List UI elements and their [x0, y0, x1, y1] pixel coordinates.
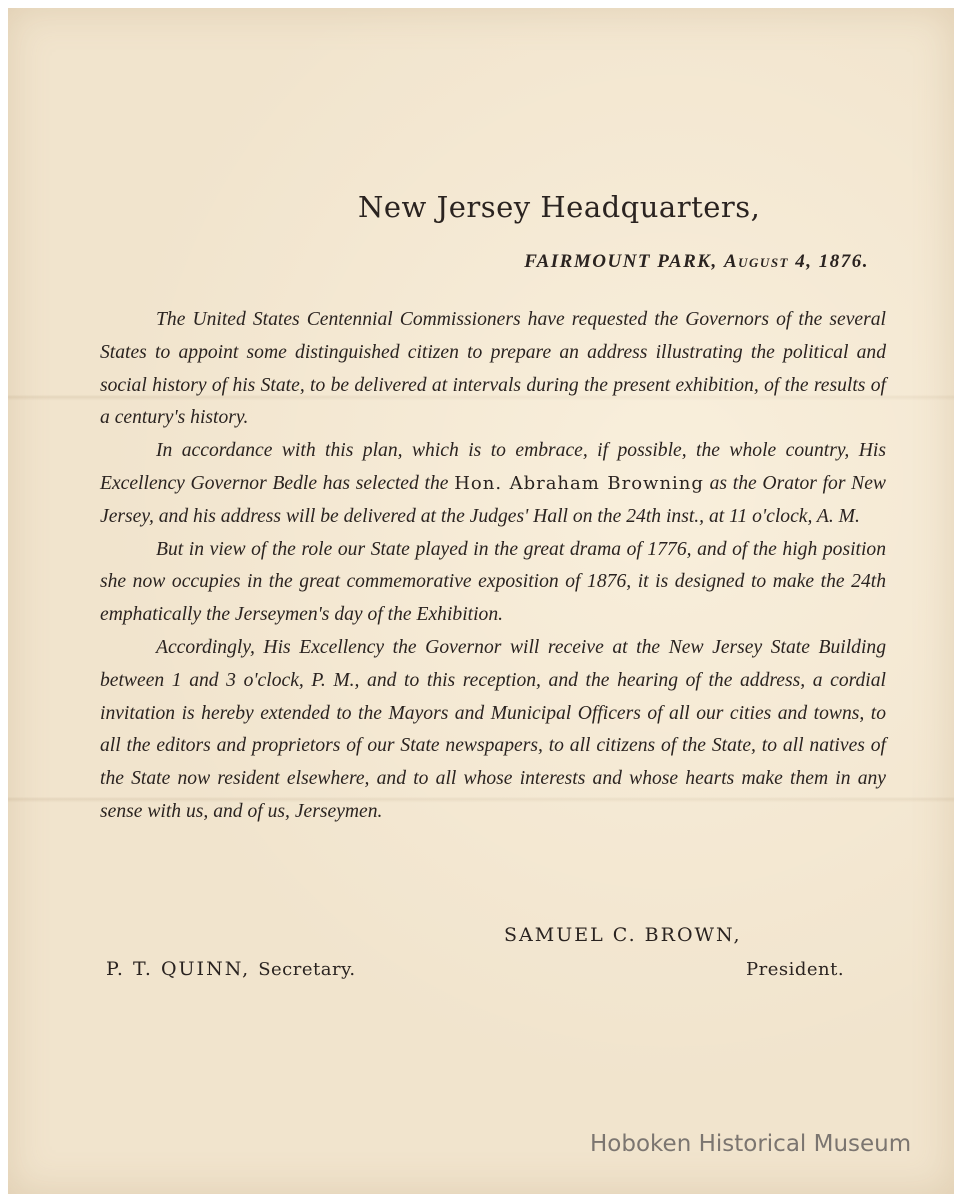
- paragraph-3: But in view of the role our State played in the great drama of 1776, and of the high position she now occupies in the great commemorative exposition of 1876, it is designed to make the 24th emphatically the Jerseymen's day of the Exhibition.: [100, 538, 886, 626]
- dateline-month: August: [723, 251, 789, 272]
- secretary-signature: [106, 958, 356, 980]
- president-name: SAMUEL C. BROWN,: [504, 924, 742, 946]
- document-page: [8, 8, 954, 1194]
- paragraph-2-pre: In accordance with this plan, which is to embrace, if possible, the whole country, His Excellency Governor Bedle has selected the: [100, 440, 886, 494]
- letter-body: [100, 304, 886, 829]
- secretary-name: P. T. QUINN,: [106, 958, 251, 980]
- museum-watermark: Hoboken Historical Museum: [590, 1131, 912, 1157]
- president-title: President.: [746, 959, 845, 980]
- orator-name: Hon. Abraham Browning: [454, 472, 704, 494]
- paragraph-2-post: as the Orator for New Jersey, and his address will be delivered at the Judges' Hall on the 24th inst., at 11 o'clock, A. M.: [100, 472, 887, 527]
- secretary-title: Secretary.: [258, 959, 356, 980]
- paragraph-4: Accordingly, His Excellency the Governor will receive at the New Jersey State Building between 1 and 3 o'clock, P. M., and to this reception, and the hearing of the address, a cordial invitation is hereby extended to the Mayors and Municipal Officers of all our cities and towns, to all the editors and proprietors of our State newspapers, to all citizens of the State, to all natives of the State now resident elsewhere, and to all whose interests and whose hearts make them in any sense with us, and of us, Jerseymen.: [100, 636, 886, 822]
- dateline-day-year: 4, 1876.: [795, 251, 869, 272]
- paragraph-2: [100, 435, 886, 533]
- paragraph-1: The United States Centennial Commissioners have requested the Governors of the several States to appoint some distinguished citizen to prepare an address illustrating the political and social history of his State, to be delivered at intervals during the present exhibition, of the results of a century's history.: [100, 309, 886, 429]
- headline: New Jersey Headquarters,: [358, 190, 761, 224]
- dateline: [524, 251, 869, 273]
- dateline-place: FAIRMOUNT PARK,: [524, 251, 718, 272]
